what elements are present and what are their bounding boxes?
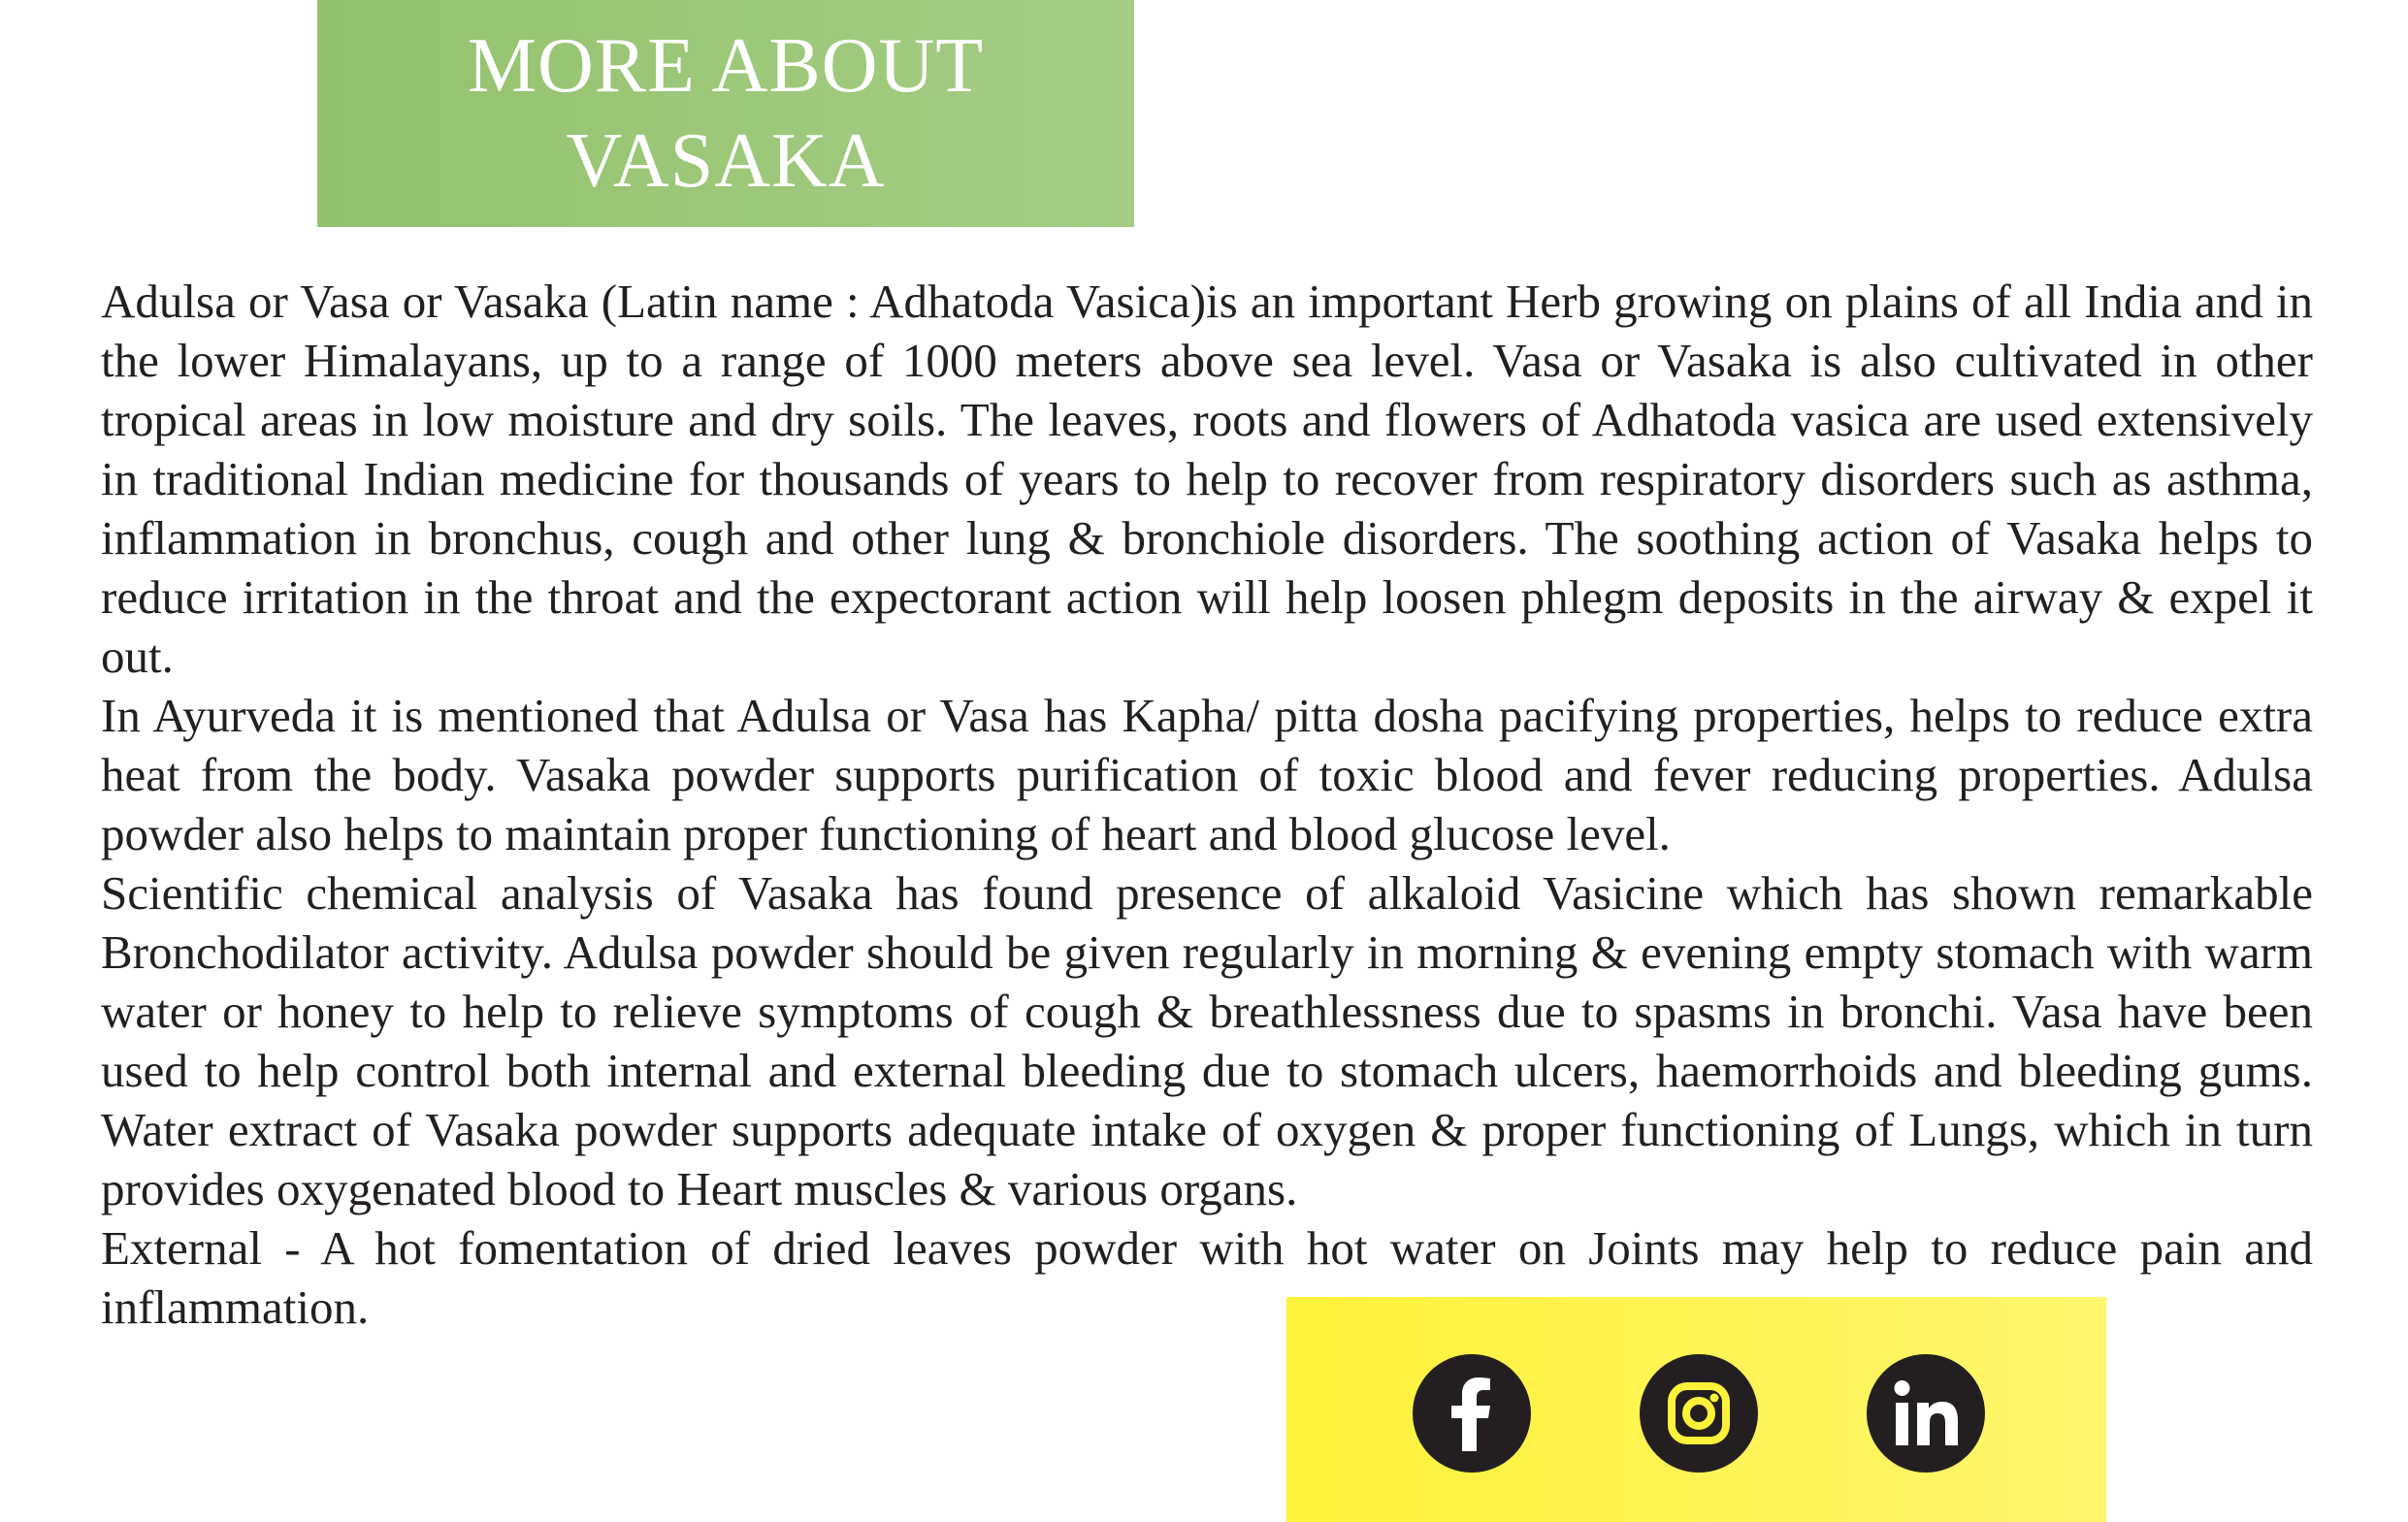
- title-banner: [317, 0, 1134, 227]
- social-links-panel: [1286, 1297, 2106, 1522]
- instagram-icon[interactable]: [1640, 1354, 1758, 1473]
- facebook-icon[interactable]: [1413, 1354, 1531, 1473]
- paragraph-overview: Adulsa or Vasa or Vasaka (Latin name : Adhatoda Vasica)is an important Herb growing on plains of all India and in the lower Himalayans, up to a range of 1000 meters above sea level. Vasa or Vasaka is also cultivated in other tropical areas in low moisture and dry soils. The leaves, roots and flowers of Adhatoda vasica are used extensively in traditional Indian medicine for thousands of years to help to recover from respiratory disorders such as asthma, inflammation in bronchus, cough and other lung & bronchiole disorders. The soothing action of Vasaka helps to reduce irritation in the throat and the expectorant action will help loosen phlegm deposits in the airway & expel it out.: [101, 275, 2313, 683]
- paragraph-external: External - A hot fomentation of dried leaves powder with hot water on Joints may help to reduce pain and inflammation.: [101, 1221, 2313, 1334]
- paragraph-ayurveda: In Ayurveda it is mentioned that Adulsa or Vasa has Kapha/ pitta dosha pacifying properties, helps to reduce extra heat from the body. Vasaka powder supports purification of toxic blood and fever reducing properties. Adulsa powder also helps to maintain proper functioning of heart and blood glucose level.: [101, 689, 2313, 860]
- paragraph-scientific: Scientific chemical analysis of Vasaka has found presence of alkaloid Vasicine which has shown remarkable Bronchodilator activity. Adulsa powder should be given regularly in morning & evening empty stomach with warm water or honey to help to relieve symptoms of cough & breathlessness due to spasms in bronchi. Vasa have been used to help control both internal and external bleeding due to stomach ulcers, haemorrhoids and bleeding gums. Water extract of Vasaka powder supports adequate intake of oxygen & proper functioning of Lungs, which in turn provides oxygenated blood to Heart muscles & various organs.: [101, 866, 2313, 1215]
- article-body: [101, 272, 2313, 1337]
- page-title-line-2: VASAKA: [566, 118, 886, 204]
- linkedin-icon[interactable]: [1867, 1354, 1985, 1473]
- page-title-line-1: MORE ABOUT: [467, 23, 985, 109]
